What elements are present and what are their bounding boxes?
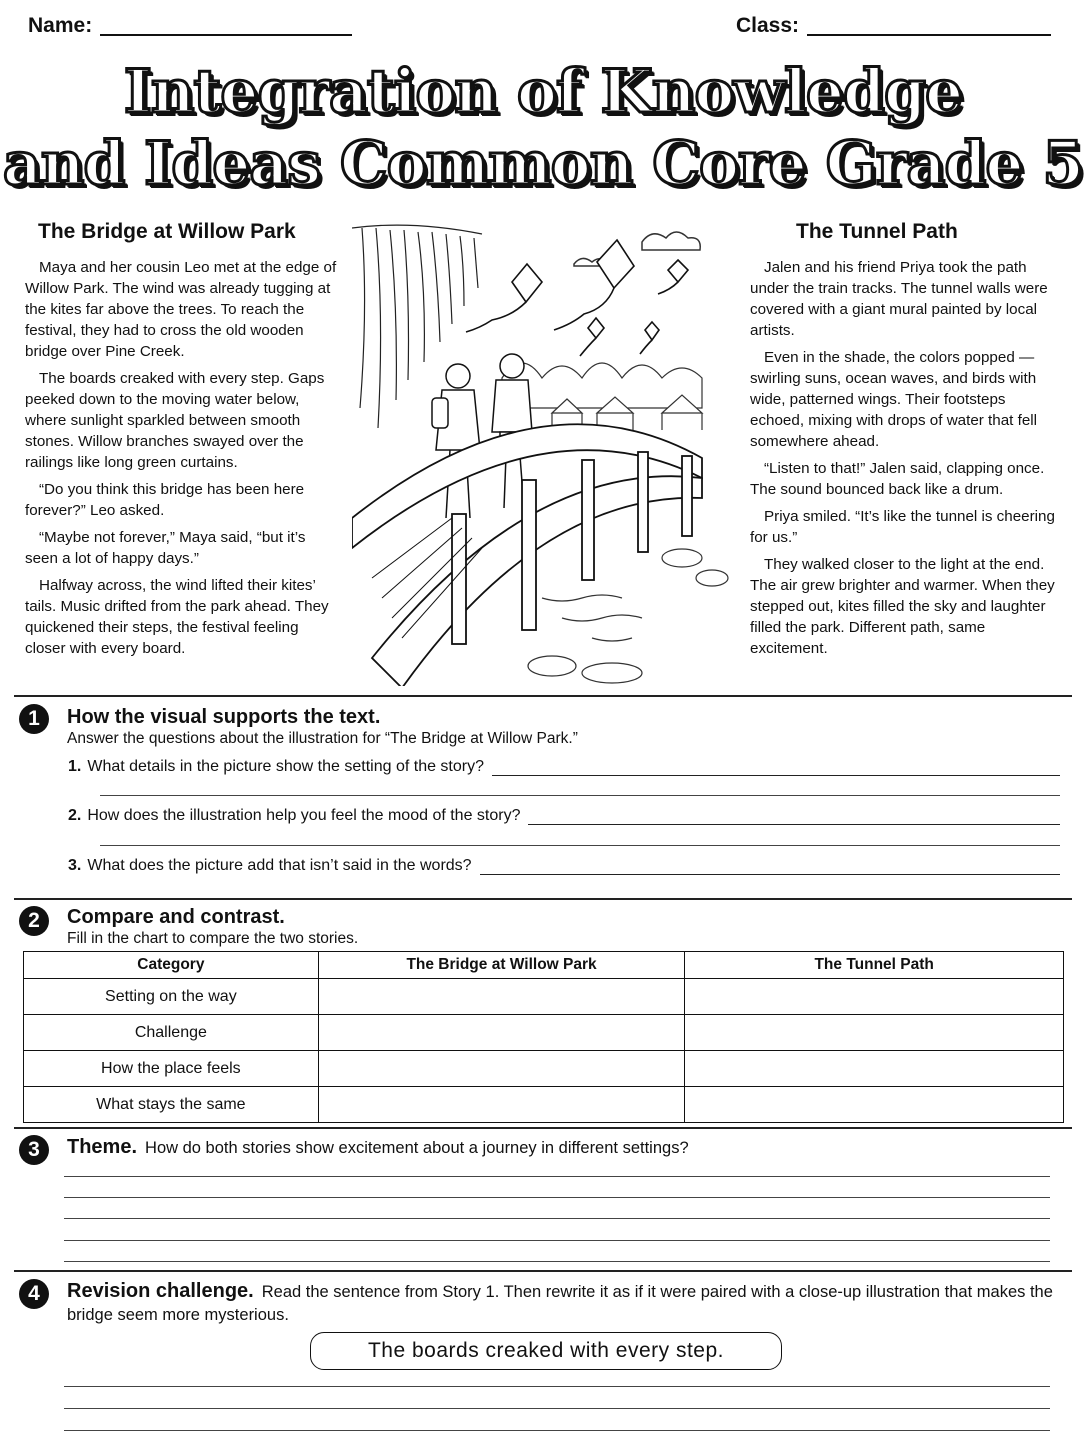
answer-line[interactable] bbox=[64, 1386, 1050, 1387]
answer-line[interactable] bbox=[64, 1197, 1050, 1198]
section1-instructions: Answer the questions about the illustration for “The Bridge at Willow Park.” bbox=[67, 730, 578, 747]
story2-paragraph: Jalen and his friend Priya took the path under the train tracks. The tunnel walls were covered with a giant mural painted by local artists. bbox=[750, 259, 1048, 339]
worksheet-title bbox=[0, 56, 1086, 200]
section-divider bbox=[14, 1127, 1072, 1129]
chart-row bbox=[24, 979, 1064, 1015]
section1-number-badge: 1 bbox=[19, 704, 49, 734]
title-line-2: and Ideas Common Core Grade 5 bbox=[2, 129, 1084, 199]
answer-cell[interactable] bbox=[685, 979, 1064, 1015]
question-number: 3. bbox=[68, 857, 82, 874]
section-divider bbox=[14, 898, 1072, 900]
bridge-illustration bbox=[352, 218, 742, 686]
class-label: Class: bbox=[736, 14, 800, 37]
answer-line[interactable] bbox=[100, 845, 1060, 846]
answer-cell[interactable] bbox=[318, 1015, 685, 1051]
answer-cell[interactable] bbox=[685, 1087, 1064, 1123]
answer-line[interactable] bbox=[64, 1430, 1050, 1431]
section4-prompt: Read the sentence from Story 1. Then rewrite it as if it were paired with a close-up illustration that makes the bridge seem more mysterious. bbox=[67, 1283, 1053, 1324]
answer-cell[interactable] bbox=[685, 1051, 1064, 1087]
question-3[interactable] bbox=[68, 857, 1060, 875]
answer-cell[interactable] bbox=[685, 1015, 1064, 1051]
column-header: The Bridge at Willow Park bbox=[318, 952, 685, 979]
story1-paragraph: Halfway across, the wind lifted their kites’ tails. Music drifted from the park ahead. They quickened their steps, the festival feeling closer with every board. bbox=[25, 577, 329, 657]
section4-prompt-line bbox=[67, 1280, 1057, 1326]
question-2[interactable] bbox=[68, 807, 1060, 825]
answer-cell[interactable] bbox=[318, 1051, 685, 1087]
answer-line[interactable] bbox=[492, 761, 1060, 776]
section2-instructions: Fill in the chart to compare the two stories. bbox=[67, 930, 359, 947]
section3-prompt: How do both stories show excitement about a journey in different settings? bbox=[145, 1139, 689, 1157]
story1-title: The Bridge at Willow Park bbox=[38, 220, 296, 243]
sentence-box: The boards creaked with every step. bbox=[310, 1332, 782, 1370]
row-category: What stays the same bbox=[24, 1087, 319, 1123]
compare-chart bbox=[23, 951, 1064, 1123]
section4-heading: Revision challenge. bbox=[67, 1280, 254, 1302]
answer-line[interactable] bbox=[64, 1240, 1050, 1241]
chart-row bbox=[24, 1015, 1064, 1051]
answer-line[interactable] bbox=[64, 1408, 1050, 1409]
name-field[interactable] bbox=[28, 14, 92, 38]
answer-line[interactable] bbox=[528, 810, 1060, 825]
question-number: 2. bbox=[68, 807, 82, 824]
section2-number-badge: 2 bbox=[19, 906, 49, 936]
chart-row bbox=[24, 1087, 1064, 1123]
story1-paragraph: Maya and her cousin Leo met at the edge of Willow Park. The wind was already tugging at the kites far above the trees. To reach the festival, they had to cross the old wooden bridge over Pine Creek. bbox=[25, 259, 337, 360]
answer-line[interactable] bbox=[480, 860, 1060, 875]
story2-paragraph: “Listen to that!” Jalen said, clapping once. The sound bounced back like a drum. bbox=[750, 460, 1045, 498]
class-field[interactable] bbox=[736, 14, 799, 38]
question-text: What does the picture add that isn’t said in the words? bbox=[87, 857, 472, 874]
section3-number-badge: 3 bbox=[19, 1135, 49, 1165]
answer-cell[interactable] bbox=[318, 979, 685, 1015]
story1-paragraph: The boards creaked with every step. Gaps peeked down to the moving water below, where sunlight sparkled between smooth stones. Willow branches swayed over the railings like long green curtains. bbox=[25, 370, 325, 471]
answer-line[interactable] bbox=[100, 795, 1060, 796]
name-label: Name: bbox=[28, 14, 93, 37]
section2-heading: Compare and contrast. bbox=[67, 906, 285, 928]
section3-heading: Theme. bbox=[67, 1136, 138, 1158]
section-divider bbox=[14, 1270, 1072, 1272]
section1-heading: How the visual supports the text. bbox=[67, 706, 381, 728]
class-blank[interactable] bbox=[807, 14, 1051, 36]
story2-paragraph: Even in the shade, the colors popped — swirling suns, ocean waves, and birds with wide, patterned wings. Their footsteps echoed, mixing with drops of water that fell somewhere ahead. bbox=[750, 349, 1038, 450]
column-header: The Tunnel Path bbox=[685, 952, 1064, 979]
chart-row bbox=[24, 1051, 1064, 1087]
question-number: 1. bbox=[68, 758, 82, 775]
story2-text bbox=[750, 257, 1056, 665]
name-blank[interactable] bbox=[100, 14, 352, 36]
story1-text bbox=[25, 257, 337, 665]
row-category: Challenge bbox=[24, 1015, 319, 1051]
title-line-1: Integration of Knowledge bbox=[123, 57, 963, 127]
question-text: What details in the picture show the setting of the story? bbox=[87, 758, 484, 775]
story2-paragraph: Priya smiled. “It’s like the tunnel is cheering for us.” bbox=[750, 508, 1055, 546]
row-category: Setting on the way bbox=[24, 979, 319, 1015]
chart-header-row bbox=[24, 952, 1064, 979]
story1-paragraph: “Maybe not forever,” Maya said, “but it’s seen a lot of happy days.” bbox=[25, 529, 306, 567]
column-header: Category bbox=[24, 952, 319, 979]
answer-line[interactable] bbox=[64, 1261, 1050, 1262]
answer-line[interactable] bbox=[64, 1218, 1050, 1219]
answer-line[interactable] bbox=[64, 1176, 1050, 1177]
section3-prompt-line bbox=[67, 1136, 689, 1159]
story1-paragraph: “Do you think this bridge has been here forever?” Leo asked. bbox=[25, 481, 305, 519]
section-divider bbox=[14, 695, 1072, 697]
story2-title: The Tunnel Path bbox=[796, 220, 958, 243]
answer-cell[interactable] bbox=[318, 1087, 685, 1123]
story2-paragraph: They walked closer to the light at the end. The air grew brighter and warmer. When they stepped out, kites filled the sky and laughter filled the park. Different path, same excitement. bbox=[750, 556, 1055, 657]
row-category: How the place feels bbox=[24, 1051, 319, 1087]
question-1[interactable] bbox=[68, 758, 1060, 776]
section4-number-badge: 4 bbox=[19, 1279, 49, 1309]
question-text: How does the illustration help you feel the mood of the story? bbox=[87, 807, 521, 824]
